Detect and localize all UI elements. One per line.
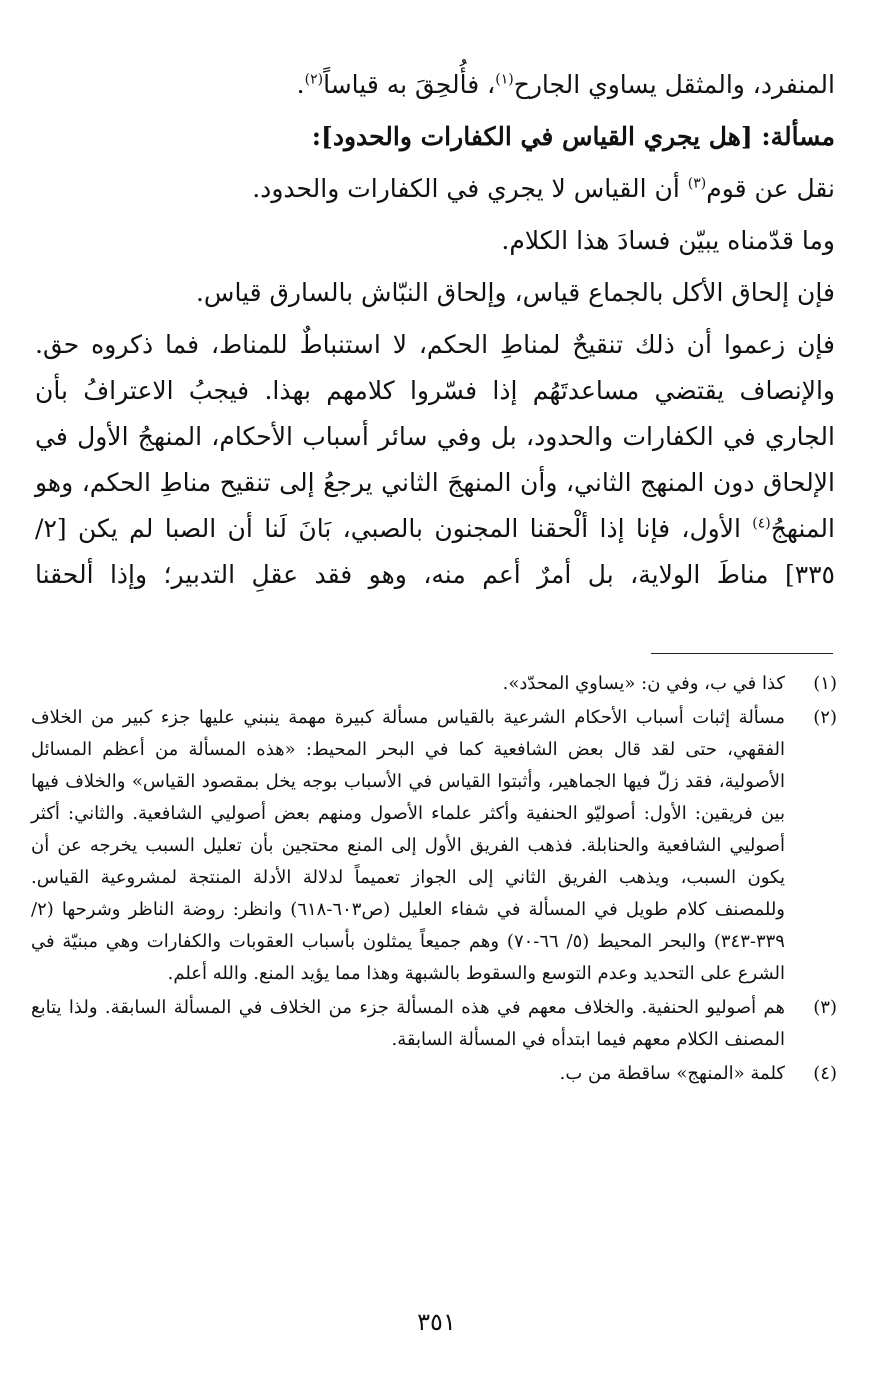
text-run: ، فأُلحِقَ به قياساً xyxy=(323,70,496,99)
footnote-ref-2[interactable]: (٢) xyxy=(304,71,324,88)
main-text xyxy=(35,62,835,604)
paragraph-4: وما قدّمناه يبيّن فسادَ هذا الكلام. xyxy=(501,226,835,255)
footnote-number: (٣) xyxy=(813,997,837,1018)
footnote-number: (٤) xyxy=(813,1063,837,1084)
text-run: نقل عن قوم xyxy=(706,174,835,203)
page-number: ٣٥١ xyxy=(417,1308,456,1336)
footnote-1 xyxy=(31,668,837,700)
footnotes xyxy=(31,668,837,1092)
section-heading: مسألة: [هل يجري القياس في الكفارات والحدود]: xyxy=(311,122,835,151)
footnote-number: (٢) xyxy=(813,707,837,728)
footnote-text: مسألة إثبات أسباب الأحكام الشرعية بالقياس مسألة كبيرة مهمة ينبني عليها جزء كبير من الخلاف الفقهي، حتى لقد قال بعض الشافعية كما في البحر المحيط: «هذه المسألة من أعظم المسائل الأصولية، فقد زلّ فيها الجماهير، وأثبتوا القياس في الأسباب بوجه يخل بمقصود القياس» والخلاف فيها بين فريقين: الأول: أصوليّو الحنفية وأكثر علماء الأصول ومنهم بعض أصوليي الشافعية. والثاني: أكثر أصوليي الشافعية والحنابلة. فذهب الفريق الأول إلى المنع محتجين بأن تعليل السبب يخرجه عن أن يكون السبب، ويذهب الفريق الثاني إلى الجواز تعميماً لدلالة الأدلة المنتجة لمشروعية القياس. وللمصنف كلام طويل في المسألة في شفاء العليل (ص٦٠٣-٦١٨) وانظر: روضة الناظر وشرحها (٢/ ٣٣٩-٣٤٣) والبحر المحيط (٥/ ٦٦-٧٠) وهم جميعاً يمثلون بأسباب العقوبات والكفارات وهي مبنيّة في الشرع على التحديد وعدم التوسع والسقوط بالشبهة وهذا مما يؤيد المنع. والله أعلم. xyxy=(31,707,785,984)
footnote-2 xyxy=(31,702,837,990)
text-run: أن القياس لا يجري في الكفارات والحدود. xyxy=(252,174,688,203)
footnote-text: هم أصوليو الحنفية. والخلاف معهم في هذه المسألة جزء من الخلاف في المسألة السابقة. ولذا يتابع المصنف الكلام معهم فيما ابتدأه في المسألة السابقة. xyxy=(31,997,785,1050)
paragraph-6 xyxy=(35,322,835,598)
footnote-text: كلمة «المنهج» ساقطة من ب. xyxy=(559,1063,785,1084)
paragraph-5: فإن إلحاق الأكل بالجماع قياس، وإلحاق النبّاش بالسارق قياس. xyxy=(195,278,835,307)
text-run: . xyxy=(296,70,305,99)
footnote-ref-1[interactable]: (١) xyxy=(495,71,514,88)
text-run: الأول، فإنا إذا ألْحقنا المجنون بالصبي، بَانَ لَنا أن الصبا لم يكن [٢/ ٣٣٥] مناطَ الولاية، بل أمرٌ أعم منه، وهو فقد عقلِ التدبير؛ وإذا ألحقنا xyxy=(35,514,835,589)
paragraph-1 xyxy=(35,62,835,108)
footnote-4 xyxy=(31,1058,837,1090)
footnote-3 xyxy=(31,992,837,1056)
text-run: المنفرد، والمثقل يساوي الجارح xyxy=(513,70,835,99)
footnote-number: (١) xyxy=(813,673,837,694)
paragraph-3 xyxy=(35,166,835,212)
footnote-ref-4[interactable]: (٤) xyxy=(752,515,771,532)
footnote-text: كذا في ب، وفي ن: «يساوي المحدّد». xyxy=(502,673,785,694)
footnote-divider xyxy=(651,653,833,654)
footnote-ref-3[interactable]: (٣) xyxy=(687,175,707,192)
text-run: فإن زعموا أن ذلك تنقيحٌ لمناطِ الحكم، لا استنباطٌ للمناط، فما ذكروه حق. والإنصاف يقتضي مساعدتَهُم إذا فسّروا كلامهم بهذا. فيجبُ الاعترافُ بأن الجاري في الكفارات والحدود، بل وفي سائر أسباب الأحكام، المنهجُ الأول في الإلحاق دون المنهج الثاني، وأن المنهجَ الثاني يرجعُ إلى تنقيح مناطِ الحكم، وهو المنهجُ xyxy=(35,330,835,543)
